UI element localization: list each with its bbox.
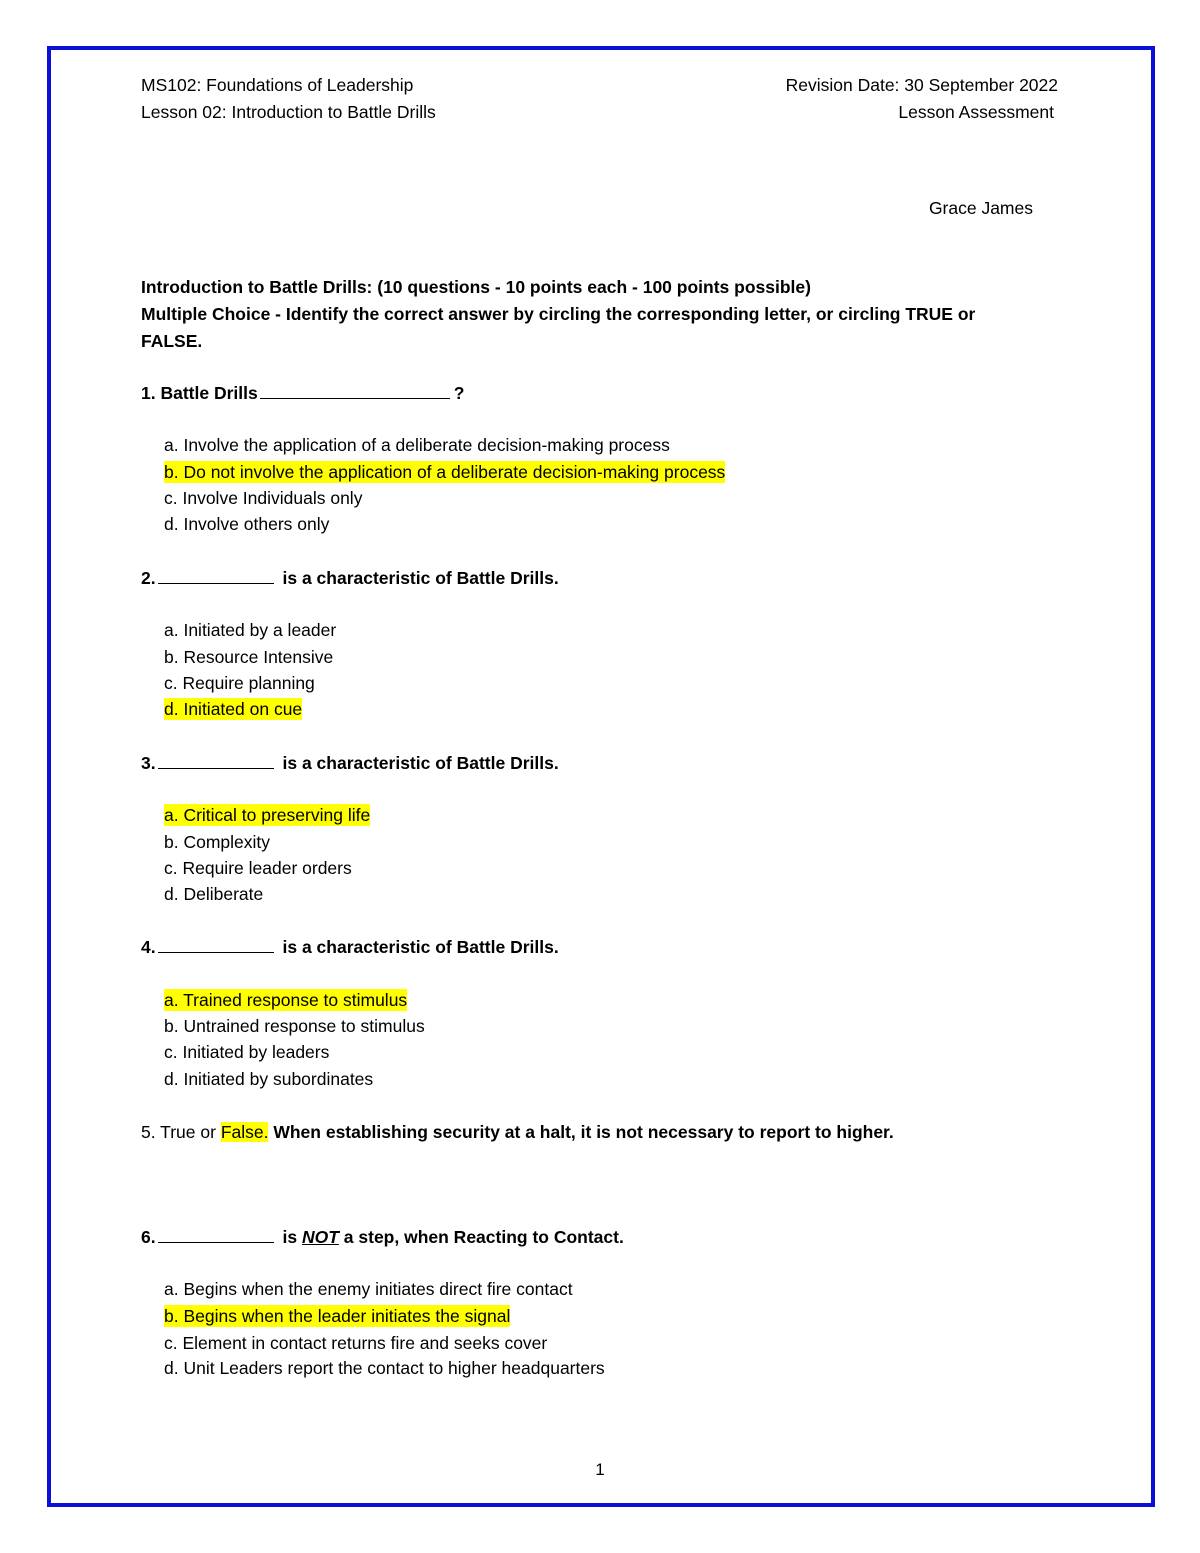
question-1-stem: 1. Battle Drills ? [141,383,465,403]
option[interactable]: c. Require leader orders [164,858,352,878]
lesson-title: Lesson 02: Introduction to Battle Drills [141,102,436,122]
option-correct[interactable]: b. Do not involve the application of a deliberate decision-making process [164,462,726,482]
true-option[interactable]: True [160,1122,196,1142]
question-number: 4. [141,937,156,957]
question-6-stem: 6. is NOT a step, when Reacting to Contact. [141,1227,624,1247]
question-5-stem: 5. True or False. When establishing security at a halt, it is not necessary to report to higher. [141,1122,894,1142]
instructions-line-2: FALSE. [141,331,203,351]
answer-blank [158,752,274,769]
question-statement: When establishing security at a halt, it is not necessary to report to higher. [273,1122,894,1142]
option-correct[interactable]: d. Initiated on cue [164,699,303,719]
answer-blank [158,1226,274,1243]
option[interactable]: d. Involve others only [164,514,330,534]
false-option-correct[interactable]: False. [220,1122,269,1142]
question-number: 3. [141,753,156,773]
emphasis-not: NOT [301,1227,339,1247]
question-number: 5. [141,1122,156,1142]
option[interactable]: c. Element in contact returns fire and seeks cover [164,1333,548,1353]
option[interactable]: b. Complexity [164,832,271,852]
option[interactable]: c. Require planning [164,673,315,693]
assessment-title: Introduction to Battle Drills: (10 questions - 10 points each - 100 points possible) [141,277,811,297]
answer-blank [260,382,450,399]
question-number: 1. [141,383,156,403]
option[interactable]: d. Unit Leaders report the contact to higher headquarters [164,1358,605,1378]
option[interactable]: c. Involve Individuals only [164,488,363,508]
option-correct[interactable]: a. Trained response to stimulus [164,990,408,1010]
option-correct[interactable]: a. Critical to preserving life [164,805,371,825]
option[interactable]: d. Initiated by subordinates [164,1069,374,1089]
answer-blank [158,567,274,584]
question-number: 2. [141,568,156,588]
option[interactable]: b. Resource Intensive [164,647,334,667]
answer-blank [158,936,274,953]
course-title: MS102: Foundations of Leadership [141,75,414,95]
question-number: 6. [141,1227,156,1247]
option[interactable]: a. Involve the application of a deliberate decision-making process [164,435,670,455]
question-2-stem: 2. is a characteristic of Battle Drills. [141,568,559,588]
revision-date: Revision Date: 30 September 2022 [785,75,1058,95]
instructions-line-1: Multiple Choice - Identify the correct answer by circling the corresponding letter, or circling TRUE or [141,304,976,324]
option-correct[interactable]: b. Begins when the leader initiates the signal [164,1306,511,1326]
question-4-stem: 4. is a characteristic of Battle Drills. [141,937,559,957]
option[interactable]: a. Initiated by a leader [164,620,337,640]
page-number: 1 [595,1460,605,1479]
student-name: Grace James [928,198,1033,218]
option[interactable]: a. Begins when the enemy initiates direct fire contact [164,1279,573,1299]
question-3-stem: 3. is a characteristic of Battle Drills. [141,753,559,773]
option[interactable]: b. Untrained response to stimulus [164,1016,425,1036]
option[interactable]: c. Initiated by leaders [164,1042,330,1062]
option[interactable]: d. Deliberate [164,884,264,904]
document-type: Lesson Assessment [898,102,1054,122]
